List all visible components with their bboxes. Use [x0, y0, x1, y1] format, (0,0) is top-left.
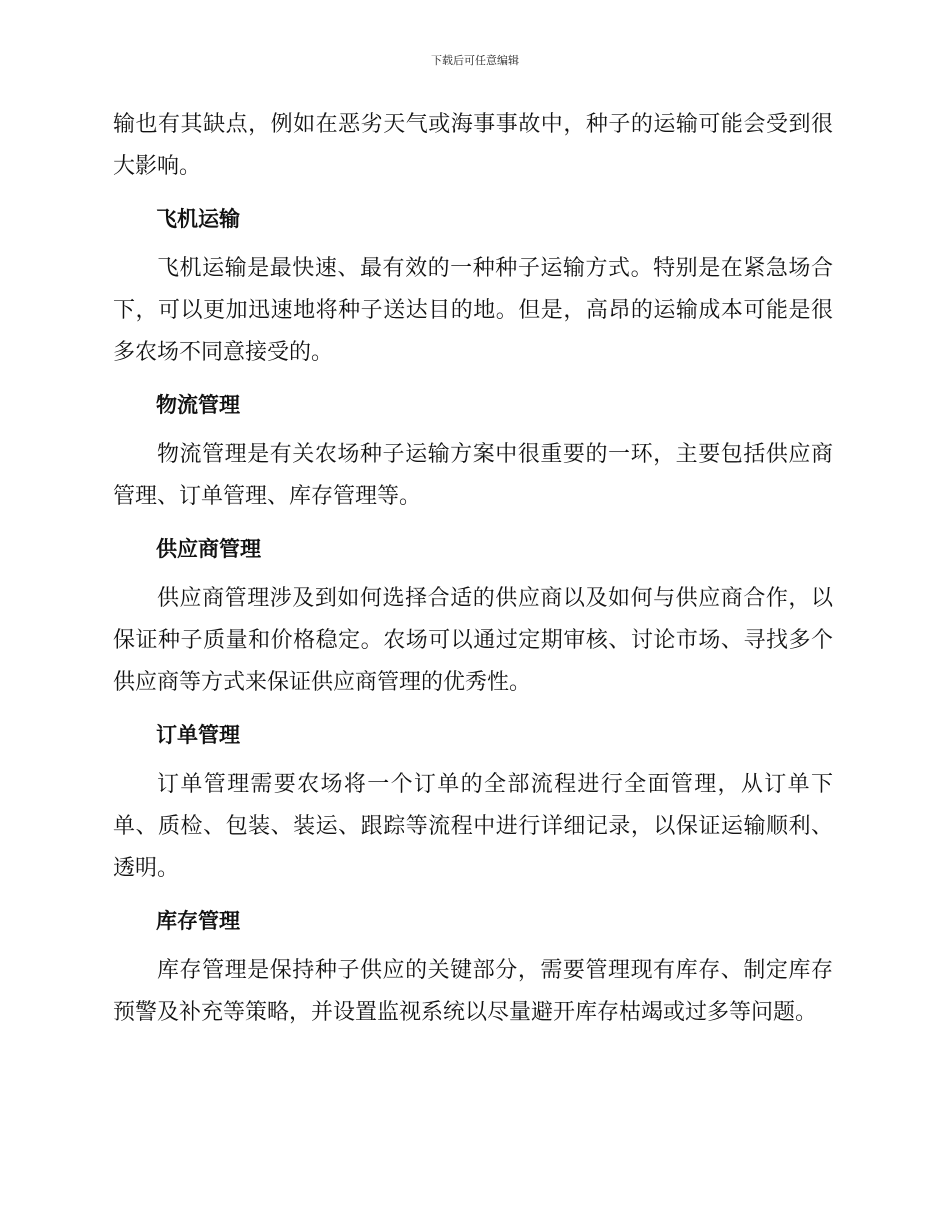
heading-supplier-management: 供应商管理 — [156, 537, 261, 561]
paragraph-inventory-management: 库存管理是保持种子供应的关键部分，需要管理现有库存、制定库存预警及补充等策略，并设置监视系统以尽量避开库存枯竭或过多等问题。 — [113, 958, 833, 1025]
heading-order-management: 订单管理 — [156, 723, 240, 747]
heading-air-transport: 飞机运输 — [156, 207, 240, 231]
paragraph-supplier-management: 供应商管理涉及到如何选择合适的供应商以及如何与供应商合作，以保证种子质量和价格稳定。农场可以通过定期审核、讨论市场、寻找多个供应商等方式来保证供应商管理的优秀性。 — [113, 586, 833, 695]
paragraph-air-transport: 飞机运输是最快速、最有效的一种种子运输方式。特别是在紧急场合下，可以更加迅速地将种子送达目的地。但是，高昂的运输成本可能是很多农场不同意接受的。 — [113, 256, 833, 365]
paragraph-order-management: 订单管理需要农场将一个订单的全部流程进行全面管理，从订单下单、质检、包装、装运、跟踪等流程中进行详细记录，以保证运输顺利、透明。 — [113, 772, 833, 881]
page-header: 下载后可任意编辑 — [431, 54, 519, 67]
paragraph-continuation: 输也有其缺点，例如在恶劣天气或海事事故中，种子的运输可能会受到很大影响。 — [113, 112, 833, 179]
heading-inventory-management: 库存管理 — [156, 909, 240, 933]
paragraph-logistics-management: 物流管理是有关农场种子运输方案中很重要的一环，主要包括供应商管理、订单管理、库存管理等。 — [113, 442, 833, 509]
document-body — [113, 104, 833, 1044]
heading-logistics-management: 物流管理 — [156, 393, 240, 417]
